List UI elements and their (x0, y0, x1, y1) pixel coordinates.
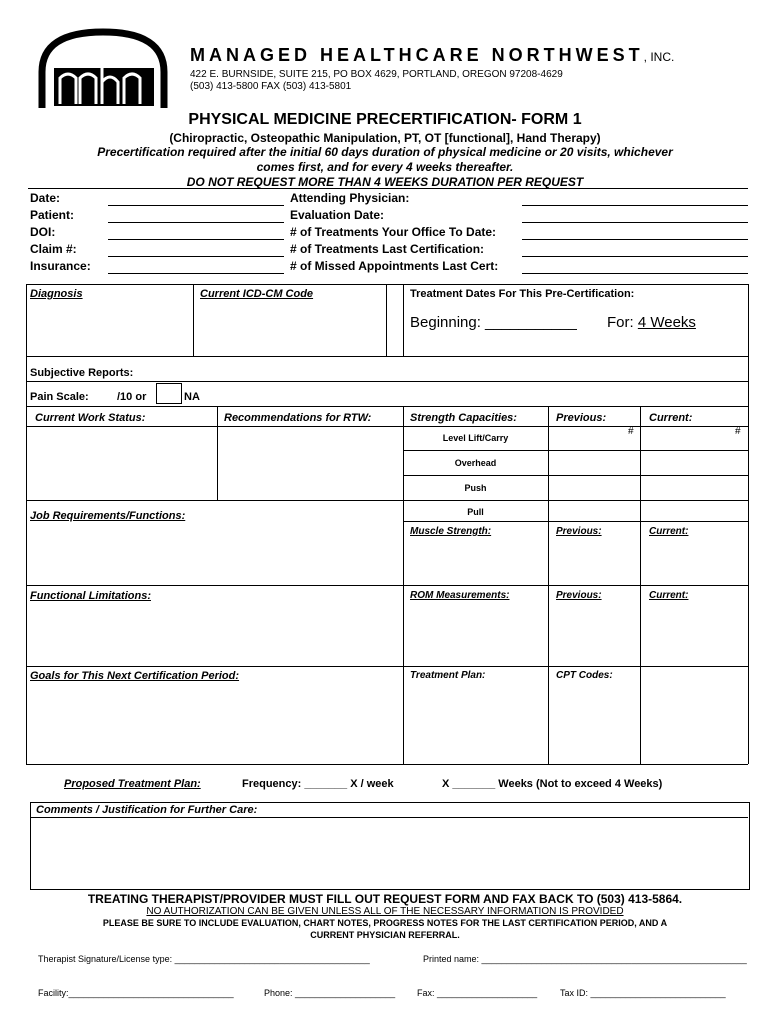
for-duration (607, 314, 696, 331)
form-subtitle: (Chiropractic, Osteopathic Manipulation, PT, OT [functional], Hand Therapy) (169, 131, 601, 145)
work-status-header: Current Work Status: (35, 412, 146, 424)
company-text: MANAGED HEALTHCARE NORTHWEST (190, 45, 644, 65)
rom-current-header: Current: (649, 590, 689, 601)
for-label: For: (607, 314, 638, 331)
field-treatments-todate-input[interactable] (522, 239, 748, 240)
proposed-plan-label: Proposed Treatment Plan: (64, 778, 201, 790)
grid-rule-diag-bottom (26, 356, 748, 357)
icd-header: Current ICD-CM Code (200, 288, 314, 300)
strength-row-push: Push (464, 483, 487, 493)
strength-previous-header: Previous: (556, 412, 607, 424)
frequency-field[interactable]: Frequency: _______ X / week (242, 778, 394, 790)
field-claim-input[interactable] (108, 256, 284, 257)
phone-field[interactable]: Phone: ____________________ (264, 988, 396, 998)
printed-name-field[interactable]: Printed name: _____________________________________________________ (423, 954, 747, 964)
pain-scale-ratio: /10 or (117, 391, 147, 403)
footer-authorization-note: NO AUTHORIZATION CAN BE GIVEN UNLESS ALL OF THE NECESSARY INFORMATION IS PROVIDED (146, 906, 624, 917)
muscle-strength-header: Muscle Strength: (410, 526, 492, 537)
field-date-label: Date: (30, 191, 61, 205)
muscle-previous-header: Previous: (556, 526, 602, 537)
mhn-logo-graphic (38, 28, 168, 113)
strength-row-overhead: Overhead (454, 458, 497, 468)
grid-col-icd-dates (386, 284, 387, 356)
field-physician-input[interactable] (522, 205, 748, 206)
grid-rule-strength-2 (403, 475, 748, 476)
field-patient-input[interactable] (108, 222, 284, 223)
rom-previous-header: Previous: (556, 590, 602, 601)
weeks-field[interactable]: X _______ Weeks (Not to exceed 4 Weeks) (442, 778, 663, 790)
footer-fax-instruction: TREATING THERAPIST/PROVIDER MUST FILL OUT REQUEST FORM AND FAX BACK TO (503) 413-5864. (87, 892, 683, 906)
mhn-logo (38, 28, 168, 113)
therapist-signature-field[interactable]: Therapist Signature/License type: _______________________________________ (38, 954, 370, 964)
field-insurance-label: Insurance: (30, 259, 91, 273)
field-treatments-lastcert-input[interactable] (522, 256, 748, 257)
form-title: PHYSICAL MEDICINE PRECERTIFICATION- FORM 1 (188, 111, 582, 128)
rom-header: ROM Measurements: (410, 590, 510, 601)
footer-referral-note: CURRENT PHYSICIAN REFERRAL. (310, 930, 460, 940)
pain-scale-label: Pain Scale: (30, 391, 89, 403)
fax-field[interactable]: Fax: ____________________ (417, 988, 538, 998)
field-treatments-lastcert-label: # of Treatments Last Certification: (290, 242, 485, 256)
treatment-plan-header: Treatment Plan: (410, 670, 486, 681)
pain-na-label: NA (184, 391, 200, 403)
functional-limitations-header: Functional Limitations: (30, 590, 151, 602)
treatment-dates-header: Treatment Dates For This Pre-Certification: (410, 288, 635, 300)
grid-right-border (748, 284, 749, 764)
field-missed-input[interactable] (522, 273, 748, 274)
field-doi-label: DOI: (30, 225, 56, 239)
subjective-label: Subjective Reports: (30, 367, 134, 379)
current-hash: # (735, 426, 741, 437)
grid-col-status-rtw (217, 406, 218, 500)
company-inc: , INC. (643, 50, 675, 64)
previous-hash: # (628, 426, 634, 437)
cpt-codes-header: CPT Codes: (556, 670, 613, 681)
facility-field[interactable]: Facility:_________________________________ (38, 988, 234, 998)
comments-header: Comments / Justification for Further Care: (36, 804, 258, 816)
grid-col-current (640, 406, 641, 764)
company-name (190, 45, 674, 66)
info-top-rule (28, 188, 748, 189)
strength-header: Strength Capacities: (410, 412, 517, 424)
footer-include-note: PLEASE BE SURE TO INCLUDE EVALUATION, CHART NOTES, PROGRESS NOTES FOR THE LAST CERTIFICATION PERIOD, AND A (102, 918, 668, 928)
strength-current-header: Current: (649, 412, 693, 424)
grid-rule-strength-1 (403, 450, 748, 451)
grid-col-previous (548, 406, 549, 764)
strength-row-lift: Level Lift/Carry (442, 433, 509, 443)
for-value: 4 Weeks (637, 314, 696, 331)
grid-rule-subjective (26, 381, 748, 382)
beginning-field[interactable]: Beginning: ___________ (410, 314, 577, 331)
taxid-field[interactable]: Tax ID: ___________________________ (560, 988, 726, 998)
company-address: 422 E. BURNSIDE, SUITE 215, PO BOX 4629, PORTLAND, OREGON 97208-4629 (190, 69, 563, 80)
grid-col-diag-icd (193, 284, 194, 356)
rtw-header: Recommendations for RTW: (224, 412, 372, 424)
precert-note-2: comes first, and for every 4 weeks thereafter. (256, 160, 514, 174)
strength-row-pull: Pull (467, 507, 484, 517)
grid-col-dates-left (403, 284, 404, 356)
grid-left-border (26, 284, 27, 764)
grid-rule-diag-top (26, 284, 748, 285)
pain-na-checkbox[interactable] (156, 383, 182, 404)
field-claim-label: Claim #: (30, 242, 77, 256)
goals-header: Goals for This Next Certification Period: (30, 670, 240, 682)
duration-warning: DO NOT REQUEST MORE THAN 4 WEEKS DURATION PER REQUEST (186, 175, 584, 189)
field-evaldate-label: Evaluation Date: (290, 208, 385, 222)
field-missed-label: # of Missed Appointments Last Cert: (290, 259, 499, 273)
diagnosis-header: Diagnosis (30, 288, 83, 300)
field-evaldate-input[interactable] (522, 222, 748, 223)
field-date-input[interactable] (108, 205, 284, 206)
comments-header-rule (30, 817, 748, 818)
field-doi-input[interactable] (108, 239, 284, 240)
field-patient-label: Patient: (30, 208, 75, 222)
field-treatments-todate-label: # of Treatments Your Office To Date: (290, 225, 497, 239)
company-phone: (503) 413-5800 FAX (503) 413-5801 (190, 81, 352, 92)
precert-note-1: Precertification required after the initial 60 days duration of physical medicine or 20 visits, whichever (97, 145, 673, 159)
grid-rule-goals-bottom (26, 764, 748, 765)
job-requirements-header: Job Requirements/Functions: (30, 510, 186, 522)
field-physician-label: Attending Physician: (290, 191, 410, 205)
grid-rule-muscle-top (403, 521, 748, 522)
muscle-current-header: Current: (649, 526, 689, 537)
field-insurance-input[interactable] (108, 273, 284, 274)
